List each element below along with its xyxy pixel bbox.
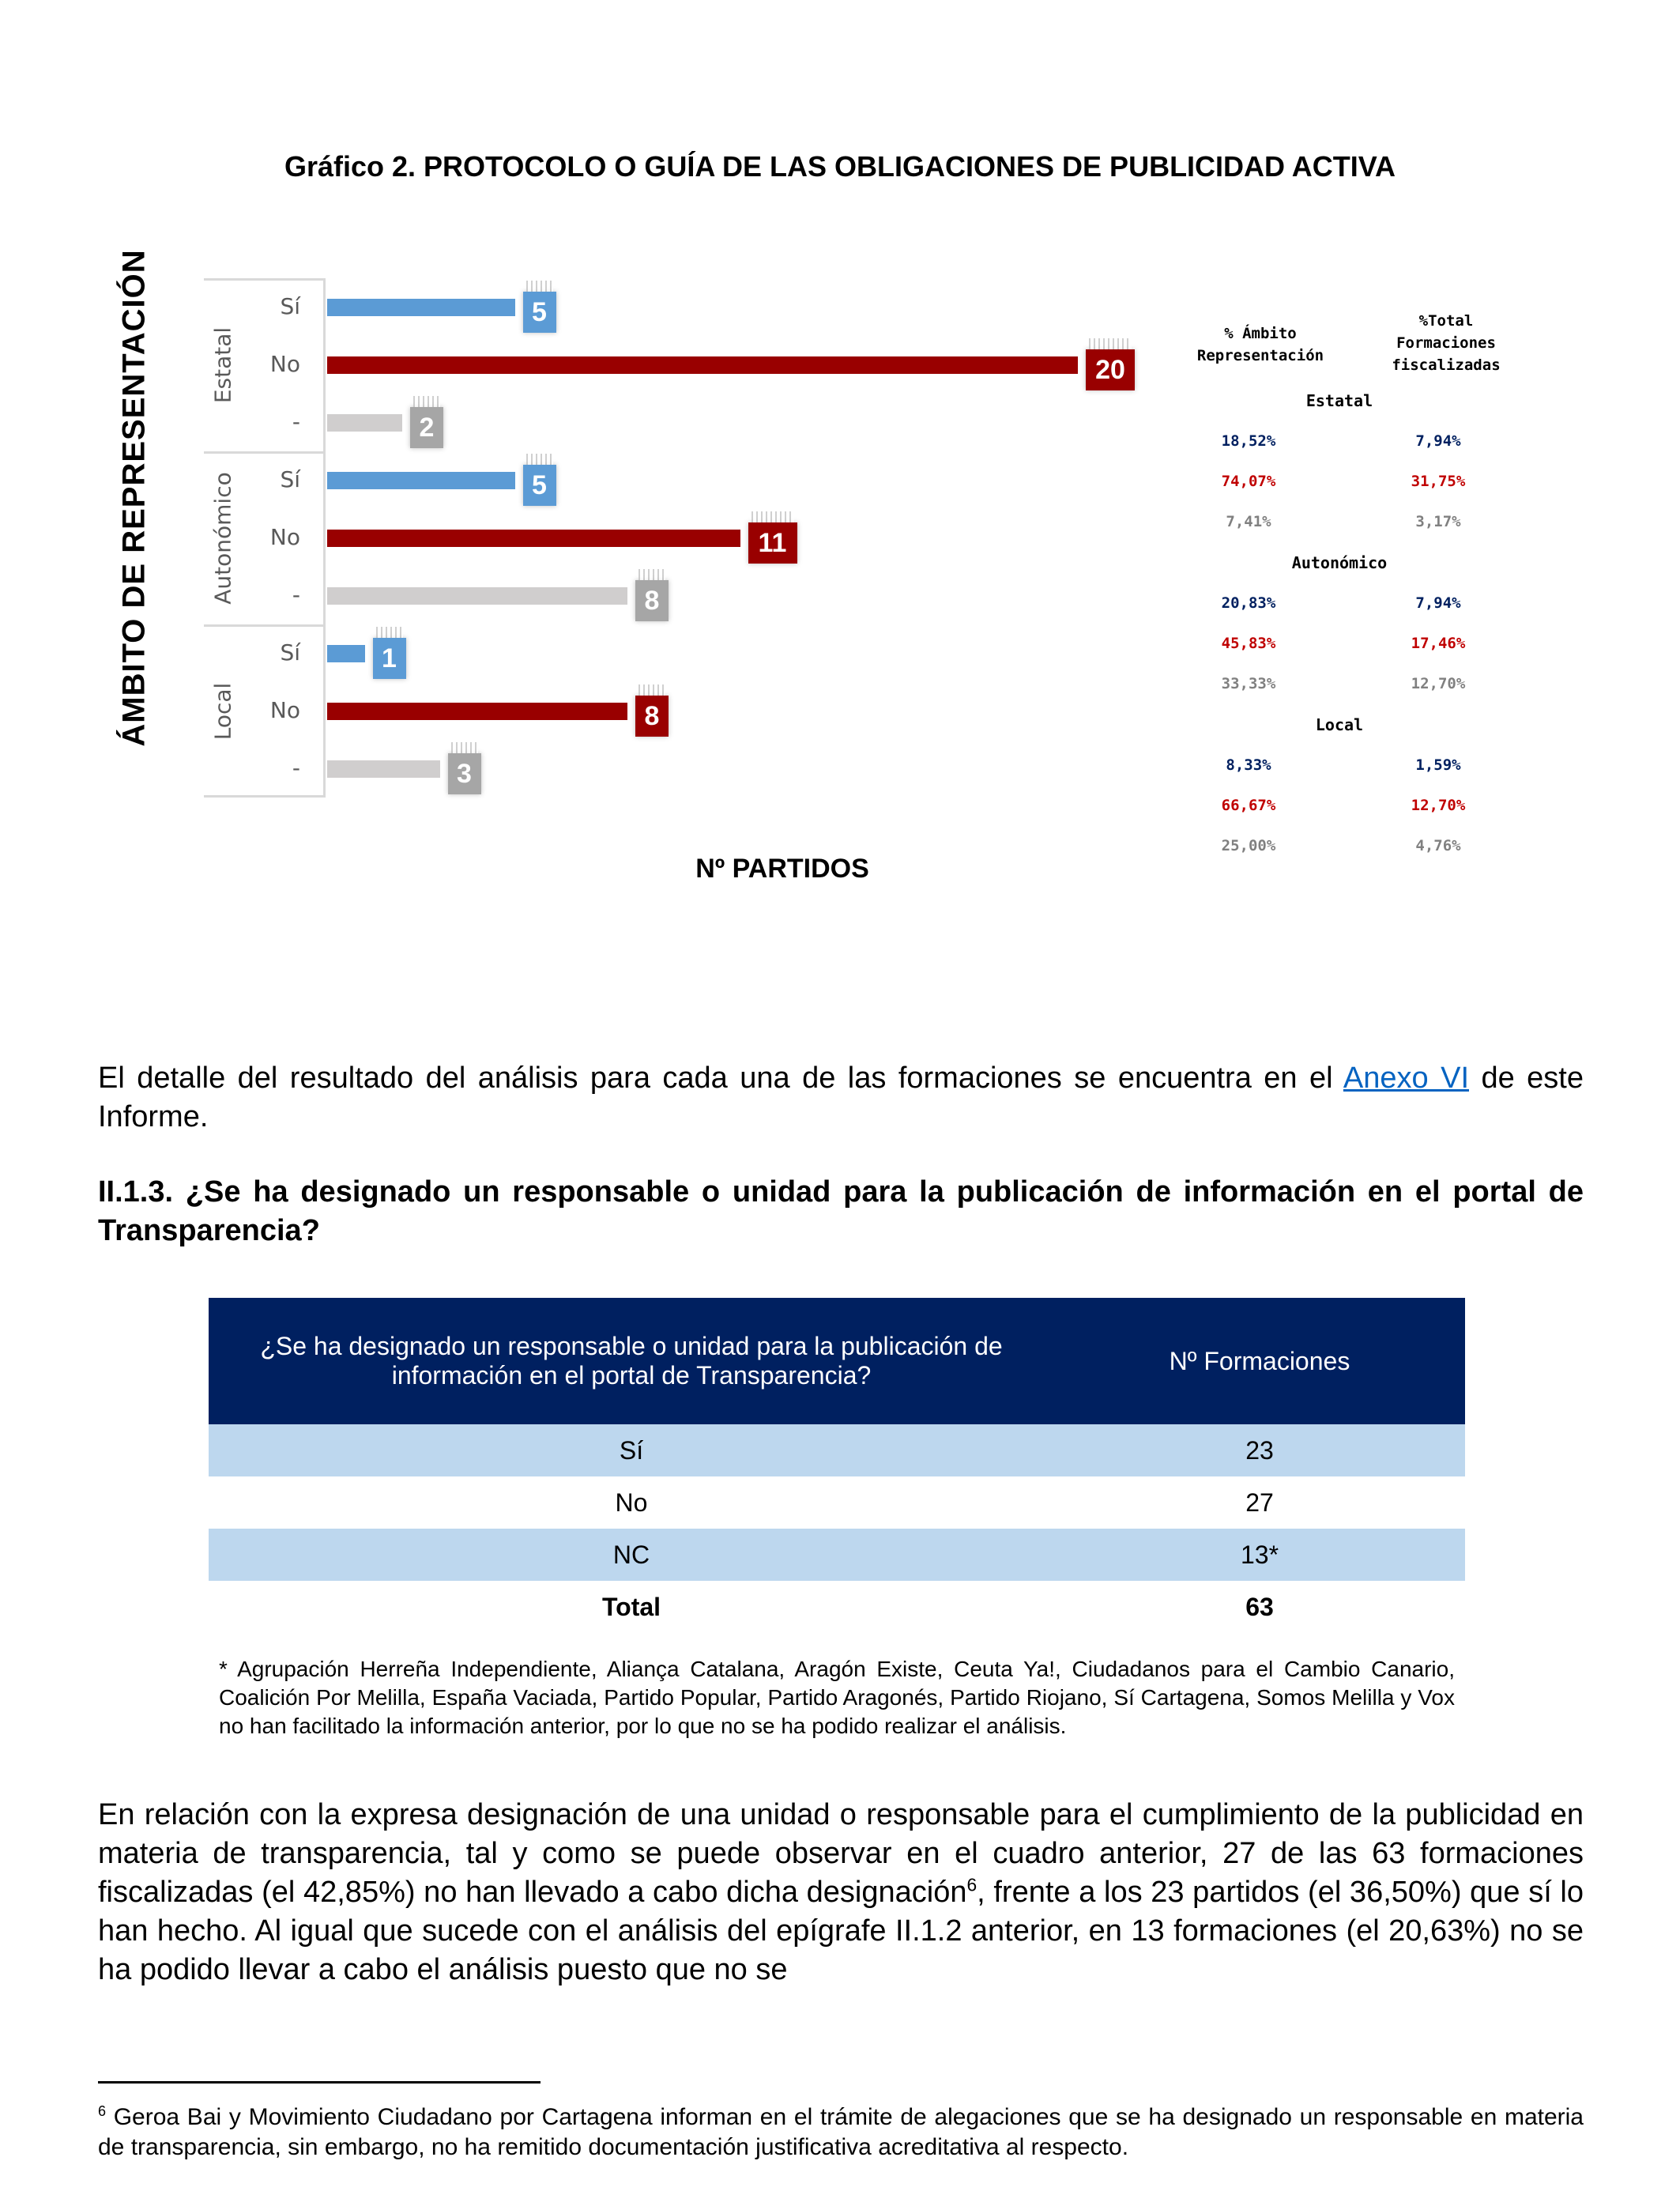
row-value: 27 [1245, 1488, 1274, 1517]
x-axis-title: Nº PARTIDOS [695, 854, 869, 884]
table-row [209, 1476, 1465, 1529]
pct-total-value: 17,46% [1411, 635, 1466, 652]
pct-ambito-value: 33,33% [1221, 675, 1276, 692]
data-label: 5 [523, 465, 556, 506]
footnote: $^6$ Geroa Bai y Movimiento Ciudadano por Cartagena informan en el trámite de alegaciones que se ha designado un responsable en materia de transparencia, sin embargo, no ha remitido documentación justificativa acreditativa al respecto. [98, 2103, 1584, 2160]
row-value: 23 [1054, 1424, 1465, 1476]
pct-ambito-header: % Ámbito Representación [1196, 325, 1324, 364]
pct-ambito-value: 20,83% [1221, 594, 1276, 612]
footnote-divider [98, 2081, 541, 2084]
group-label: Estatal [209, 326, 236, 403]
row-label: NC [209, 1529, 1054, 1581]
category-label: Sí [280, 292, 300, 319]
pct-total-header: %Total Formaciones fiscalizadas [1392, 312, 1501, 374]
total-label: Total [601, 1592, 661, 1621]
bar-local-1 [327, 703, 627, 720]
pct-total-value: 12,70% [1411, 797, 1466, 814]
bar-autonómico-1 [327, 530, 740, 547]
bar-autonómico-2 [327, 587, 627, 605]
bar-local-0 [327, 645, 365, 662]
pct-total-value: 1,59% [1415, 756, 1461, 774]
data-label: 1 [373, 638, 406, 679]
data-label: 20 [1086, 349, 1135, 390]
table-row [209, 1529, 1465, 1581]
category-label: Sí [280, 639, 300, 666]
data-label: 3 [448, 753, 481, 794]
pct-ambito-value: 8,33% [1226, 756, 1271, 774]
bar-estatal-2 [327, 414, 402, 432]
pct-total-value: 12,70% [1411, 675, 1466, 692]
pct-total-value: 7,94% [1415, 432, 1461, 450]
pct-total-value: 3,17% [1415, 513, 1461, 530]
category-label: No [269, 523, 300, 550]
paragraph-analysis: En relación con la expresa designación de una unidad o responsable para el cumplimiento de la publicidad en materia de transparencia, tal y como se puede observar en el cuadro anterior, 27 de las 63 formaciones fiscalizadas (el 42,85%) no han llevado a cabo dicha designación$^6$, frente a los 23 partidos (el 36,50%) que sí lo han hecho. Al igual que sucede con el análisis del epígrafe II.1.2 anterior, en 13 formaciones (el 20,63%) no se ha podido llevar a cabo el análisis puesto que no se [98, 1798, 1584, 1986]
data-label: 8 [635, 580, 669, 621]
paragraph-annex: El detalle del resultado del análisis para cada una de las formaciones se encuentra en el Anexo VI de este Informe. [98, 1062, 1584, 1133]
category-label: No [269, 350, 300, 377]
pct-ambito-value: 74,07% [1221, 473, 1276, 490]
pct-ambito-value: 25,00% [1221, 837, 1276, 854]
pct-total-value: 4,76% [1415, 837, 1461, 854]
category-label: No [269, 696, 300, 723]
category-label: - [292, 581, 300, 608]
table-header-count: Nº Formaciones [1054, 1298, 1465, 1424]
bar-estatal-0 [327, 299, 515, 316]
row-value: 13* [1054, 1529, 1465, 1581]
section-heading: II.1.3. ¿Se ha designado un responsable o unidad para la publicación de información en el portal de Transparencia? [98, 1175, 1584, 1247]
pct-total-value: 7,94% [1415, 594, 1461, 612]
bar-estatal-1 [327, 356, 1078, 374]
y-axis-title: ÁMBITO DE REPRESENTACIÓN [116, 249, 152, 747]
group-label: Autonómico [209, 471, 236, 605]
category-label: - [292, 408, 300, 435]
pct-ambito-value: 45,83% [1221, 635, 1276, 652]
data-label: 8 [635, 696, 669, 737]
pct-total-value: 31,75% [1411, 473, 1466, 490]
pct-section-title: Estatal [1305, 391, 1373, 410]
category-label: - [292, 754, 300, 781]
data-label: 5 [523, 292, 556, 333]
row-label: Sí [209, 1424, 1054, 1476]
pct-ambito-value: 18,52% [1221, 432, 1276, 450]
footnote-ref[interactable]: 6 [966, 1874, 977, 1895]
pct-ambito-value: 66,67% [1221, 797, 1276, 814]
bar-local-2 [327, 760, 440, 778]
annex-link[interactable]: Anexo VI [1343, 1062, 1469, 1095]
row-label: No [615, 1488, 648, 1517]
category-label: Sí [280, 466, 300, 492]
total-value: 63 [1245, 1592, 1274, 1621]
pct-section-title: Local [1315, 715, 1364, 734]
table-total-row [209, 1581, 1465, 1633]
pct-ambito-value: 7,41% [1226, 513, 1271, 530]
chart-title: Gráfico 2. PROTOCOLO O GUÍA DE LAS OBLIGACIONES DE PUBLICIDAD ACTIVA [284, 150, 1396, 183]
bar-autonómico-0 [327, 472, 515, 489]
data-label: 11 [748, 522, 797, 564]
data-label: 2 [410, 407, 443, 448]
pct-section-title: Autonómico [1291, 553, 1388, 572]
group-label: Local [209, 682, 236, 740]
responsible-table [209, 1298, 1465, 1633]
table-note: * Agrupación Herreña Independiente, Aliança Catalana, Aragón Existe, Ceuta Ya!, Ciudadanos para el Cambio Canario, Coalición Por Melilla, España Vaciada, Partido Popular, Partido Aragonés, Partido Riojano, Sí Cartagena, Somos Melilla y Vox no han facilitado la información anterior, por lo que no se ha podido realizar el análisis. [219, 1657, 1455, 1738]
table-row [209, 1424, 1465, 1476]
table-header-question: ¿Se ha designado un responsable o unidad para la publicación de información en el portal de Transparencia? [209, 1298, 1054, 1424]
